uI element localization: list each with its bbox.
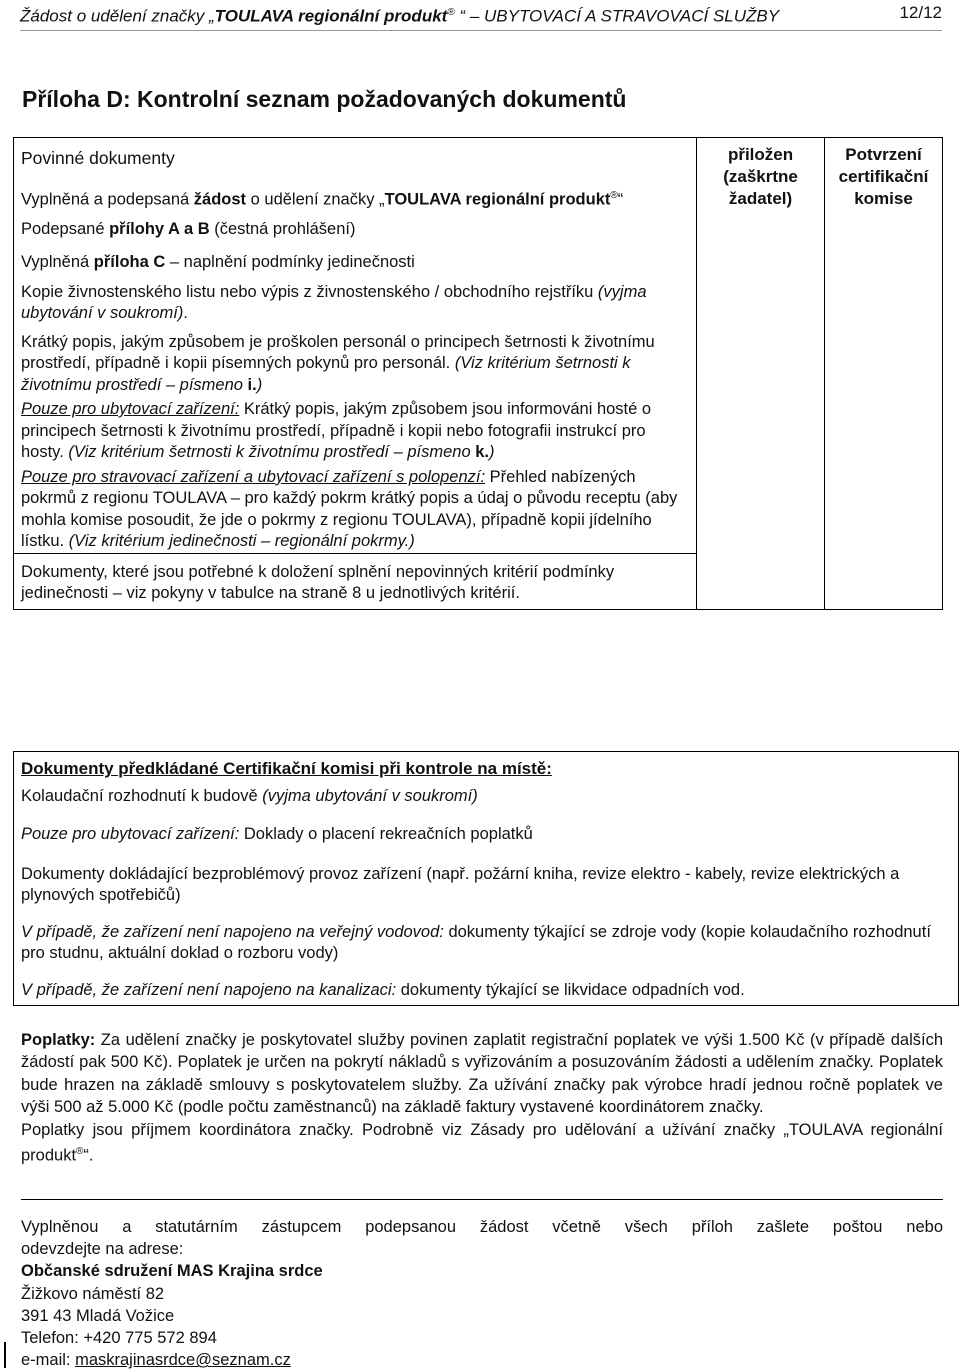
header-prefix: Žádost o udělení značky „ bbox=[20, 6, 215, 26]
header-quote: “ bbox=[454, 6, 466, 26]
inspection-heading: Dokumenty předkládané Certifikační komisi při kontrole na místě: bbox=[21, 759, 552, 778]
checklist-item-staff-training: Krátký popis, jakým způsobem je proškolen personál o principech šetrnosti k životnímu prostředí, případně i kopii písemných pokynů pro personál. (Viz kritérium šetrnosti k životnímu prostředí – písmeno i.) bbox=[21, 332, 655, 394]
required-documents-heading: Povinné dokumenty bbox=[21, 148, 175, 168]
checklist-item-optional-criteria: Dokumenty, které jsou potřebné k doložení splnění nepovinných kritérií podmínky jedinečnosti – viz pokyny v tabulce na straně 8 u jednotlivých kritérií. bbox=[14, 553, 696, 605]
inspection-item-water-source: V případě, že zařízení není napojeno na veřejný vodovod: dokumenty týkající se zdroje vody (kopie kolaudačního rozhodnutí pro studnu, aktuální doklad o rozboru vody) bbox=[21, 922, 931, 962]
divider-line bbox=[21, 1199, 943, 1200]
header-brand: TOULAVA regionální produkt bbox=[214, 6, 448, 26]
confirmation-column-header: Potvrzení certifikační komise bbox=[825, 138, 943, 610]
address-street: Žižkovo náměstí 82 bbox=[21, 1284, 165, 1303]
registered-mark: ® bbox=[447, 7, 455, 18]
checklist-item-appendices-ab: Podepsané přílohy A a B (čestná prohlášení) bbox=[21, 219, 356, 238]
mailing-instructions bbox=[21, 1216, 943, 1371]
address-city: 391 43 Mladá Vožice bbox=[21, 1306, 175, 1325]
send-instruction-line-2: odevzdejte na adrese: bbox=[21, 1240, 184, 1259]
inspection-item-occupancy-permit: Kolaudační rozhodnutí k budově (vyjma ubytování v soukromí) bbox=[21, 786, 478, 805]
fees-section bbox=[21, 1029, 943, 1167]
email-link[interactable]: maskrajinasrdce@seznam.cz bbox=[75, 1351, 291, 1370]
checklist-item-trade-license: Kopie živnostenského listu nebo výpis z živnostenského / obchodního rejstříku (vyjma ubytování v soukromí). bbox=[21, 282, 647, 322]
inspection-item-recreation-fees: Pouze pro ubytovací zařízení: Doklady o placení rekreačních poplatků bbox=[21, 825, 533, 843]
checklist-item-appendix-c: Vyplněná příloha C – naplnění podmínky jedinečnosti bbox=[21, 253, 415, 271]
header-section: UBYTOVACÍ A STRAVOVACÍ SLUŽBY bbox=[484, 6, 780, 26]
checklist-item-guest-information: Pouze pro ubytovací zařízení: Krátký popis, jakým způsobem jsou informováni hosté o principech šetrnosti k životnímu prostředí, případně i kopii nebo fotografii instrukcí pro hosty. (Viz kritérium šetrnosti k životnímu prostředí – písmeno k.) bbox=[21, 400, 652, 461]
organization-name: Občanské sdružení MAS Krajina srdce bbox=[21, 1262, 323, 1281]
attached-column-header: přiložen (zaškrtne žadatel) bbox=[697, 138, 825, 610]
required-documents-list bbox=[14, 138, 697, 610]
inspection-documents-list bbox=[14, 752, 959, 1006]
fees-label: Poplatky: bbox=[21, 1031, 96, 1049]
fees-paragraph: Poplatky: Za udělení značky je poskytovatel služby povinen zaplatit registrační poplatek ve výši 1.500 Kč (v případě dalších žádostí pak 500 Kč). Poplatek je určen na pokrytí nákladů s vyřizováním a posuzováním žádosti a udělením značky. Poplatek bude hrazen na základě smlouvy s poskytovatelem služby. Za užívání značky pak výrobce hradí jednou ročně poplatek ve výši 500 až 5.000 Kč (podle počtu zaměstnanců) na základě faktury vystavené koordinátorem značky. bbox=[21, 1031, 943, 1117]
required-documents-table bbox=[13, 137, 943, 610]
registered-mark: ® bbox=[76, 1146, 84, 1158]
inspection-item-sewage: V případě, že zařízení není napojeno na kanalizaci: dokumenty týkající se likvidace odpadních vod. bbox=[21, 980, 745, 999]
running-header bbox=[20, 0, 942, 31]
phone-number: Telefon: +420 775 572 894 bbox=[21, 1329, 217, 1348]
email-line: e-mail: maskrajinasrdce@seznam.cz bbox=[21, 1351, 291, 1370]
revision-bar bbox=[4, 1342, 6, 1368]
fees-coordinator-paragraph: Poplatky jsou příjmem koordinátora značky. Podrobně viz Zásady pro udělování a užívání značky „TOULAVA regionální produkt®“. bbox=[21, 1120, 943, 1165]
registered-mark: ® bbox=[610, 189, 618, 201]
page-number: 12/12 bbox=[899, 3, 942, 22]
checklist-item-regional-dishes: Pouze pro stravovací zařízení a ubytovací zařízení s polopenzí: Přehled nabízených pokrmů z regionu TOULAVA – pro každý pokrm krátký popis a údaj o původu receptu (aby mohla komise posoudit, že jde o pokrmy z regionu TOULAVA), případně kopii jídelního lístku. (Viz kritérium jedinečnosti – regionální pokrmy.) bbox=[21, 467, 678, 550]
appendix-title: Příloha D: Kontrolní seznam požadovaných dokumentů bbox=[22, 86, 627, 112]
inspection-item-safe-operation: Dokumenty dokládající bezproblémový provoz zařízení (např. požární kniha, revize elektro - kabely, revize elektrických a plynových spotřebičů) bbox=[21, 864, 900, 904]
inspection-documents-table bbox=[13, 751, 959, 1006]
send-instruction-line: Vyplněnou a statutárním zástupcem podepsanou žádost včetně všech příloh zašlete poštou nebo bbox=[21, 1218, 943, 1236]
checklist-item-application: Vyplněná a podepsaná žádost o udělení značky „TOULAVA regionální produkt®“ bbox=[21, 189, 624, 208]
header-dash: – bbox=[465, 6, 484, 26]
